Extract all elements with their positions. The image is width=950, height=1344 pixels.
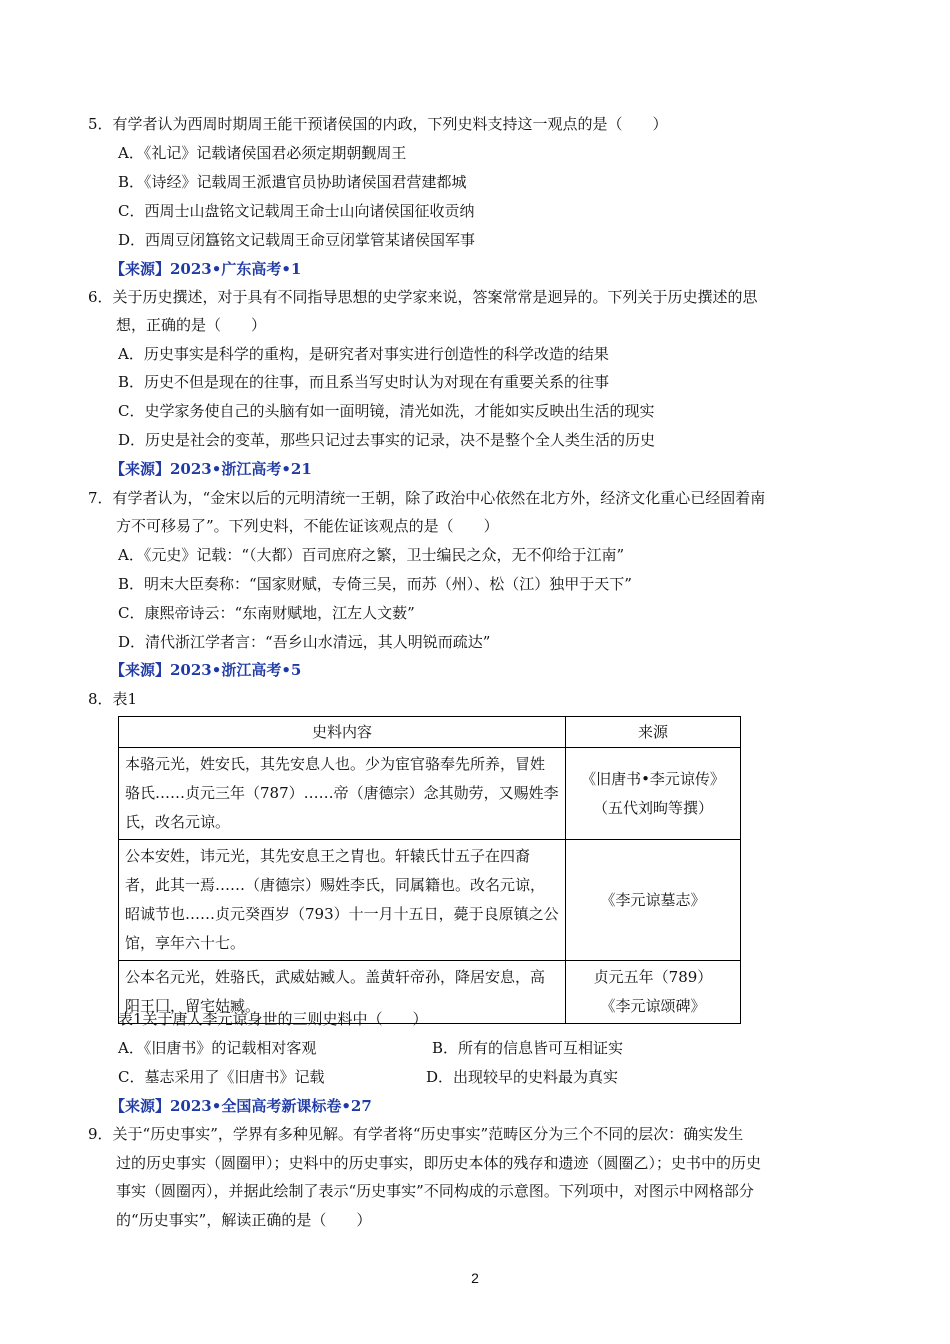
- table-cell-content: 公本安姓，讳元光，其先安息王之胄也。轩辕氏廿五子在四裔者，此其一焉……（唐德宗）赐姓李氏，同属籍也。改名元谅，昭诚节也……贞元癸酉岁（793）十一月十五日，薨于良原镇之公馆，享年六十七。: [119, 840, 566, 961]
- q5-option-a: A．《礼记》记载诸侯国君必须定期朝觐周王: [118, 144, 407, 162]
- table-cell-source: [566, 748, 741, 840]
- table-header-source: 来源: [566, 717, 741, 748]
- q5-stem: 5．有学者认为西周时期周王能干预诸侯国的内政，下列史料支持这一观点的是（ ）: [88, 115, 668, 133]
- q8-caption: 表1关于唐人李元谅身世的三则史料中（ ）: [118, 1010, 428, 1028]
- table-cell-source: [566, 840, 741, 961]
- table-cell-source: [566, 961, 741, 1024]
- source-title: 《李元谅墓志》: [600, 890, 706, 909]
- source-note: （五代刘昫等撰）: [592, 798, 713, 817]
- table-row: [119, 840, 741, 961]
- q8-option-d: D．出现较早的史料最为真实: [426, 1068, 619, 1086]
- q8-stem: 8．表1: [88, 690, 138, 708]
- q7-option-a: A．《元史》记载：“（大都）百司庶府之繁，卫士编民之众，无不仰给于江南”: [118, 546, 625, 564]
- table-header-content: 史料内容: [119, 717, 566, 748]
- source-note: 《李元谅颂碑》: [600, 997, 706, 1015]
- q5-option-d: D．西周豆闭簋铭文记载周王命豆闭掌管某诸侯国军事: [118, 231, 476, 249]
- q7-source: 【来源】2023•浙江高考•5: [110, 661, 302, 679]
- q6-option-d: D．历史是社会的变革，那些只记过去事实的记录，决不是整个全人类生活的历史: [118, 431, 656, 449]
- table-cell-content: 公本名元光，姓骆氏，武威姑臧人。盖黄轩帝孙，降居安息，高阳王囗，留宅姑臧。: [119, 961, 566, 1024]
- table-cell-content: 本骆元光，姓安氏，其先安息人也。少为宦官骆奉先所养，冒姓骆氏……贞元三年（787）……帝（唐德宗）念其勋劳，又赐姓李氏，改名元谅。: [119, 748, 566, 840]
- q6-option-c: C．史学家务使自己的头脑有如一面明镜，清光如洗，才能如实反映出生活的现实: [118, 402, 655, 420]
- q7-option-d: D．清代浙江学者言：“吾乡山水清远，其人明锐而疏达”: [118, 633, 491, 651]
- q9-stem-cont: 事实（圆圈丙），并据此绘制了表示“历史事实”不同构成的示意图。下列项中，对图示中网格部分: [116, 1182, 754, 1200]
- page-number: 2: [471, 1270, 479, 1286]
- q6-source: 【来源】2023•浙江高考•21: [110, 460, 312, 478]
- q6-option-b: B．历史不但是现在的往事，而且系当写史时认为对现在有重要关系的往事: [118, 373, 610, 391]
- q7-option-c: C．康熙帝诗云：“东南财赋地，江左人文薮”: [118, 604, 415, 622]
- source-title: 贞元五年（789）: [593, 968, 713, 986]
- q9-stem-cont: 的“历史事实”，解读正确的是（ ）: [116, 1211, 372, 1229]
- q5-option-b: B．《诗经》记载周王派遣官员协助诸侯国君营建都城: [118, 173, 467, 191]
- q8-option-b: B．所有的信息皆可互相证实: [432, 1039, 624, 1057]
- q6-option-a: A．历史事实是科学的重构，是研究者对事实进行创造性的科学改造的结果: [118, 345, 609, 363]
- q5-source: 【来源】2023•广东高考•1: [110, 260, 302, 278]
- q9-stem-cont: 过的历史事实（圆圈甲）；史料中的历史事实，即历史本体的残存和遗迹（圆圈乙）；史书中的历史: [116, 1154, 762, 1172]
- q8-option-c: C．墓志采用了《旧唐书》记载: [118, 1068, 325, 1086]
- q5-option-c: C．西周士山盘铭文记载周王命士山向诸侯国征收贡纳: [118, 202, 475, 220]
- table-header-row: [119, 717, 741, 748]
- q8-source: 【来源】2023•全国高考新课标卷•27: [110, 1097, 372, 1115]
- q6-stem-cont: 想，正确的是（ ）: [116, 316, 267, 334]
- q9-stem: 9．关于“历史事实”，学界有多种见解。有学者将“历史事实”范畴区分为三个不同的层次：确实发生: [88, 1125, 744, 1143]
- table-row: [119, 748, 741, 840]
- source-title: 《旧唐书•李元谅传》: [581, 769, 725, 788]
- q6-stem: 6．关于历史撰述，对于具有不同指导思想的史学家来说，答案常常是迥异的。下列关于历史撰述的思: [88, 288, 758, 306]
- q7-option-b: B．明末大臣奏称：“国家财赋，专倚三吴，而苏（州）、松（江）独甲于天下”: [118, 575, 632, 593]
- q7-stem: 7．有学者认为，“金宋以后的元明清统一王朝，除了政治中心依然在北方外，经济文化重心已经固着南: [88, 489, 766, 507]
- q8-option-a: A．《旧唐书》的记载相对客观: [118, 1039, 317, 1057]
- q7-stem-cont: 方不可移易了”。下列史料，不能佐证该观点的是（ ）: [116, 517, 499, 535]
- source-table: [118, 716, 741, 1024]
